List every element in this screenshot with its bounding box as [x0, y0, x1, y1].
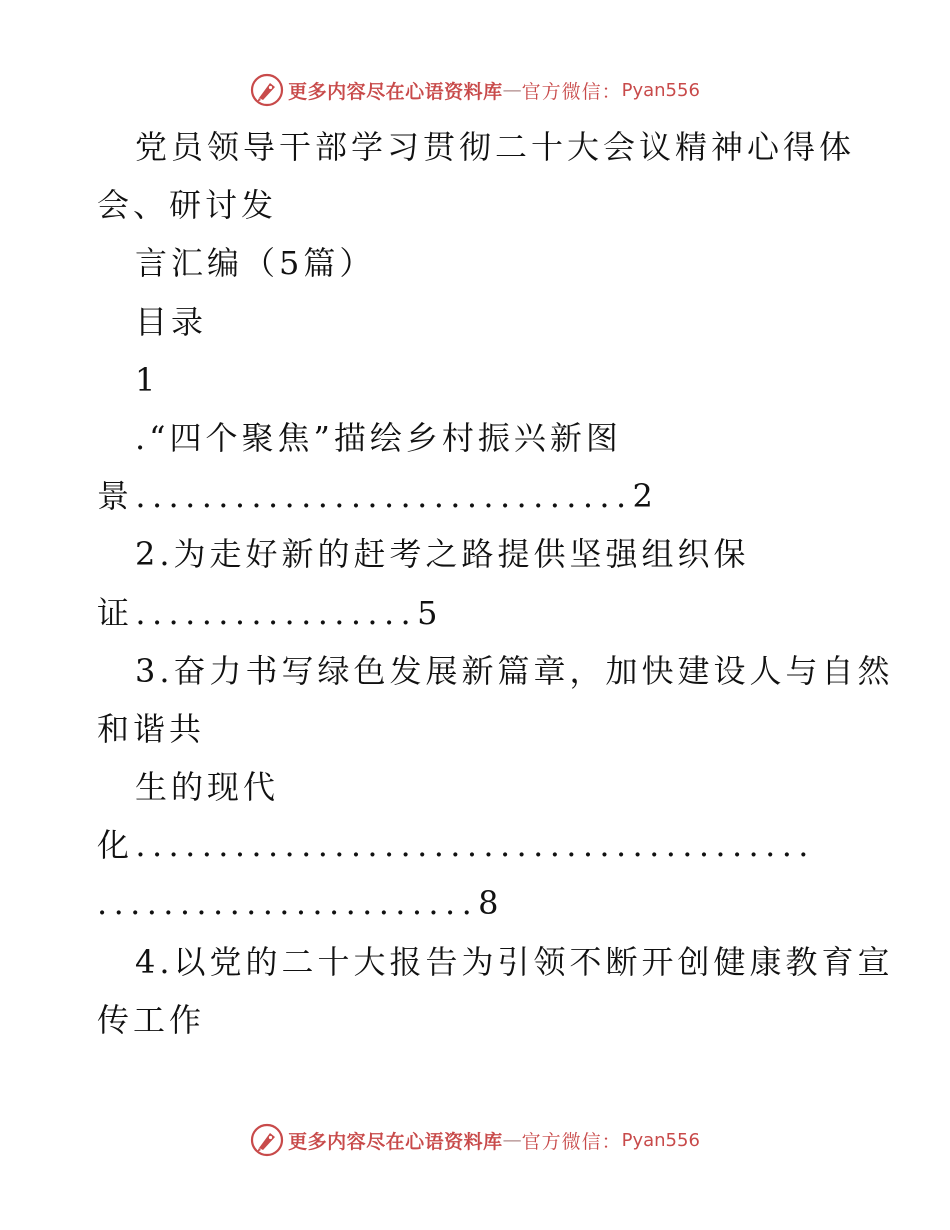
watermark-official-label: 官方微信：	[521, 1130, 622, 1153]
watermark-official-label: 官方微信：	[521, 80, 622, 103]
toc-item-2-title: 2.为走好新的赶考之路提供坚强组织保	[135, 535, 750, 574]
watermark-dash: —	[502, 79, 522, 101]
doc-title-line-3: 言汇编（5篇）	[135, 244, 376, 283]
toc-item-3-leader-1: 化.........................................	[97, 826, 815, 865]
toc-item-3-title-cont-1: 和谐共	[97, 709, 206, 748]
toc-item-1-title: .“四个聚焦”描绘乡村振兴新图	[135, 418, 622, 457]
watermark-site-text: 更多内容尽在心语资料库	[288, 1130, 503, 1153]
watermark-wechat-id: Pyan556	[621, 1129, 700, 1151]
toc-item-4-title: 4.以党的二十大报告为引领不断开创健康教育宣	[135, 942, 894, 981]
toc-item-3-leader-2: .......................8	[97, 884, 505, 923]
watermark-site-text: 更多内容尽在心语资料库	[288, 80, 503, 103]
toc-item-3-title: 3.奋力书写绿色发展新篇章，加快建设人与自然	[135, 651, 894, 690]
document-body	[97, 118, 894, 1049]
pen-nib-logo-icon	[250, 1123, 284, 1157]
doc-title-line-1: 党员领导干部学习贯彻二十大会议精神心得体	[135, 128, 856, 166]
header-watermark	[0, 70, 950, 110]
watermark-wechat-id: Pyan556	[621, 79, 700, 101]
toc-item-1-number: 1	[135, 360, 160, 399]
footer-watermark	[0, 1120, 950, 1160]
pen-nib-logo-icon	[250, 73, 284, 107]
toc-item-3-title-cont-2: 生的现代	[135, 768, 280, 807]
toc-heading: 目录	[135, 302, 208, 341]
toc-item-1-leader: 景..............................2	[97, 477, 660, 516]
toc-item-4-title-cont: 传工作	[97, 1000, 206, 1039]
watermark-dash: —	[502, 1129, 522, 1151]
toc-item-2-leader: 证.................5	[97, 593, 444, 632]
doc-title-line-2: 会、研讨发	[97, 186, 278, 225]
